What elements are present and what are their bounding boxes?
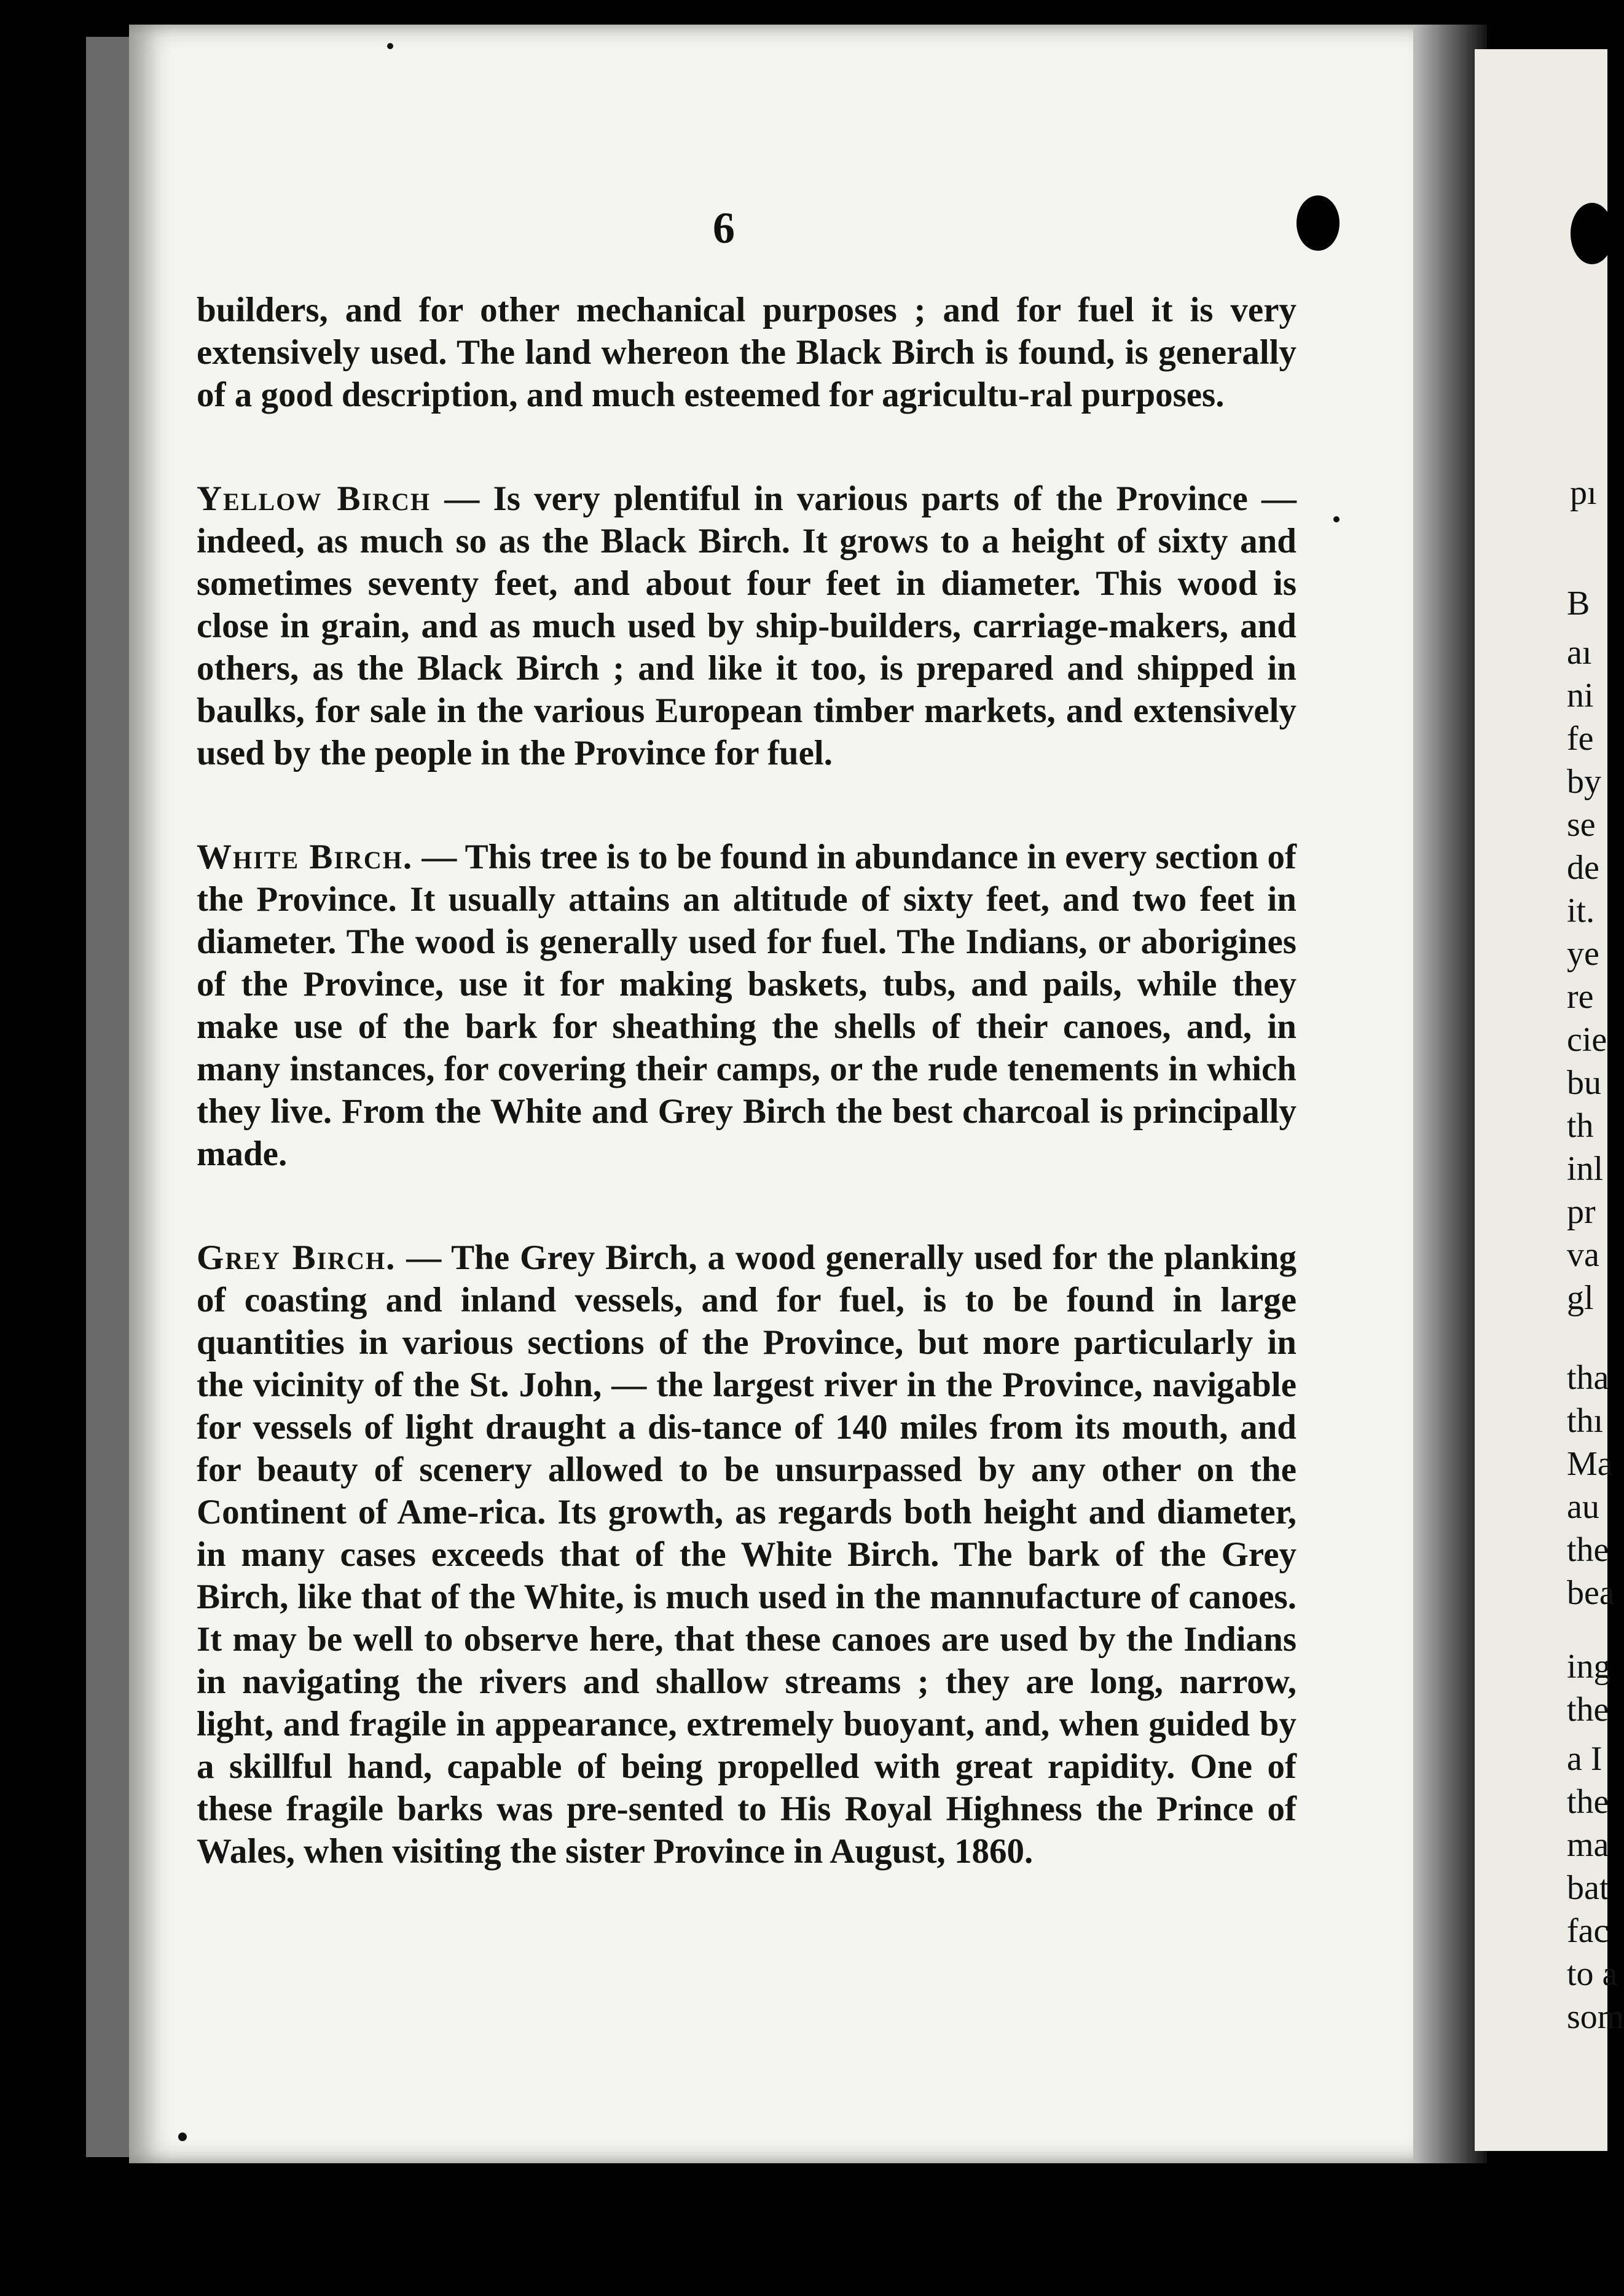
adjacent-page-fragment: pr <box>1567 1193 1596 1231</box>
adjacent-page-fragment: the <box>1567 1783 1609 1821</box>
adjacent-page-fragment: by <box>1567 763 1601 801</box>
adjacent-page-fragment: bea <box>1567 1574 1615 1612</box>
adjacent-page-fragment: aı <box>1567 634 1592 672</box>
paragraph-heading: White Birch. <box>197 838 414 876</box>
adjacent-page-fragment: Ma <box>1567 1445 1613 1483</box>
binding-hole-left <box>1296 195 1340 251</box>
page-number: 6 <box>713 203 735 253</box>
paragraph-text: — This tree is to be found in abundance in every section of the Province. It usually attains an altitude of sixty feet, and two feet in diameter. The wood is generally used for fuel. The Indians, or aborigines of the Province, use it for making baskets, tubs, and pails, while they make use of the bark for sheathing the shells of their canoes, and, in many instances, for covering their camps, or the rude tenements in which they live. From the White and Grey Birch the best charcoal is principally made. <box>197 838 1297 1173</box>
ink-speck <box>178 2133 187 2141</box>
adjacent-page-fragment: the <box>1567 1531 1609 1569</box>
paragraph-heading: Yellow Birch <box>197 479 431 518</box>
adjacent-page-fragment: a I <box>1567 1740 1602 1778</box>
adjacent-page-fragment: re <box>1567 978 1594 1016</box>
adjacent-page-fragment: se <box>1567 806 1596 844</box>
adjacent-page-fragment: ing <box>1567 1648 1611 1686</box>
adjacent-page-fragment: B <box>1567 584 1590 623</box>
ink-speck <box>1333 516 1340 522</box>
paragraph-text: — Is very plentiful in various parts of the Province — indeed, as much so as the Black Birch. It grows to a height of sixty and sometimes seventy feet, and about four feet in diameter. This wood is close in grain, and as much used by ship-builders, carriage-makers, and others, as the Black Birch ; and like it too, is prepared and shipped in baulks, for sale in the various European timber markets, and extensively used by the people in the Province for fuel. <box>197 479 1296 773</box>
adjacent-page-fragment: fe <box>1567 720 1594 758</box>
adjacent-page-fragment: de <box>1567 849 1599 887</box>
paragraph-heading: Grey Birch. <box>197 1238 396 1277</box>
adjacent-page-fragment: ni <box>1567 677 1594 715</box>
paragraph-text: — The Grey Birch, a wood generally used for the planking of coasting and inland vessels, and for fuel, is to be found in large quantities in various sections of the Province, but more particularly in the vicinity of the St. John, — the largest river in the Province, navigable for vessels of light draught a dis-tance of 140 miles from its mouth, and for beauty of scenery allowed to be unsurpassed by any other on the Continent of Ame-rica. Its growth, as regards both height and diameter, in many cases exceeds that of the White Birch. The bark of the Grey Birch, like that of the White, is much used in the mannufacture of canoes. It may be well to observe here, that these canoes are used by the Indians in navigating the rivers and shallow streams ; they are long, narrow, light, and fragile in appearance, extremely buoyant, and, when guided by a skillful hand, capable of being propelled with great rapidity. One of these fragile barks was pre-sented to His Royal Highness the Prince of Wales, when visiting the sister Province in August, 1860. <box>197 1238 1296 1871</box>
adjacent-page-fragment: bat <box>1567 1869 1609 1907</box>
adjacent-page-fragment: cie <box>1567 1021 1607 1059</box>
paragraph-yellow-birch <box>197 478 1296 774</box>
scan-frame-edge <box>86 37 135 2157</box>
adjacent-page-fragment: gl <box>1567 1279 1594 1317</box>
adjacent-page-fragment: va <box>1567 1236 1599 1274</box>
adjacent-page-fragment: som <box>1567 1998 1624 2036</box>
adjacent-page-fragment: au <box>1567 1488 1599 1526</box>
binding-hole-right <box>1571 203 1614 264</box>
adjacent-page-fragment: pı <box>1570 474 1597 512</box>
adjacent-page-fragment: inl <box>1567 1150 1604 1188</box>
adjacent-page-fragment: fac <box>1567 1912 1609 1950</box>
body-text <box>197 289 1296 1934</box>
adjacent-page-fragment: ye <box>1567 935 1599 973</box>
adjacent-page-fragment: bu <box>1567 1064 1601 1102</box>
adjacent-page-fragment: tha <box>1567 1359 1609 1397</box>
ink-speck <box>387 43 393 49</box>
adjacent-page-fragment: the <box>1567 1691 1609 1729</box>
adjacent-page-fragment: ma <box>1567 1826 1609 1864</box>
adjacent-page-fragment: it. <box>1567 892 1595 930</box>
adjacent-page-fragment: th <box>1567 1107 1594 1145</box>
paragraph-grey-birch <box>197 1236 1296 1873</box>
paragraph-white-birch <box>197 836 1296 1175</box>
paragraph-continuation <box>197 289 1296 416</box>
adjacent-page-fragment: thı <box>1567 1402 1604 1440</box>
paragraph-text: builders, and for other mechanical purposes ; and for fuel it is very extensively used. The land whereon the Black Birch is found, is generally of a good description, and much esteemed for agricultu-ral purposes. <box>197 291 1296 414</box>
adjacent-page-edge <box>1475 49 1624 2151</box>
adjacent-page-fragment: to a <box>1567 1955 1618 1993</box>
